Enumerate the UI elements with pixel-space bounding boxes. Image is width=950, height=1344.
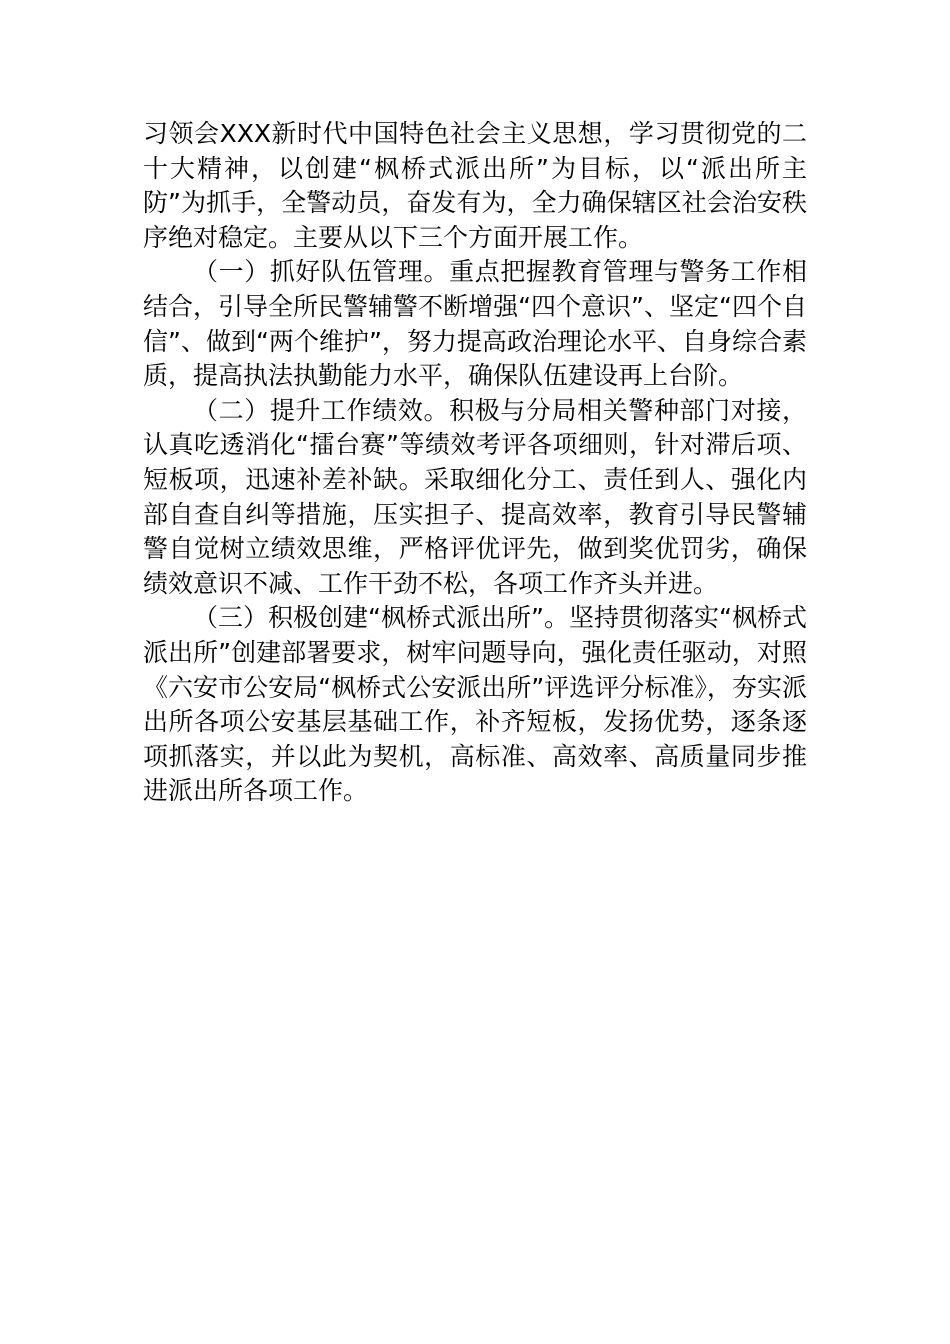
paragraph-work-performance: （二）提升工作绩效。积极与分局相关警种部门对接，认真吃透消化“擂台赛”等绩效考评各项细则，针对滞后项、短板项，迅速补差补缺。采取细化分工、责任到人、强化内部自查自纠等措施，压实担子、提高效率，教育引导民警辅警自觉树立绩效思维，严格评优评先，做到奖优罚劣，确保绩效意识不减、工作干劲不松，各项工作齐头并进。 [143,395,807,598]
paragraph-fengqiao-station: （三）积极创建“枫桥式派出所”。坚持贯彻落实“枫桥式派出所”创建部署要求，树牢问题导向，强化责任驱动，对照《六安市公安局“枫桥式公安派出所”评选评分标准》，夯实派出所各项公安基层基础工作，补齐短板，发扬优势，逐条逐项抓落实，并以此为契机，高标准、高效率、高质量同步推进派出所各项工作。 [143,603,807,806]
paragraph-intro: 习领会XXX新时代中国特色社会主义思想，学习贯彻党的二十大精神，以创建“枫桥式派出所”为目标，以“派出所主防”为抓手，全警动员，奋发有为，全力确保辖区社会治安秩序绝对稳定。主要从以下三个方面开展工作。 [143,119,807,252]
paragraph-team-management: （一）抓好队伍管理。重点把握教育管理与警务工作相结合，引导全所民警辅警不断增强“四个意识”、坚定“四个自信”、做到“两个维护”，努力提高政治理论水平、自身综合素质，提高执法执勤能力水平，确保队伍建设再上台阶。 [143,257,807,391]
document-body [143,117,807,809]
